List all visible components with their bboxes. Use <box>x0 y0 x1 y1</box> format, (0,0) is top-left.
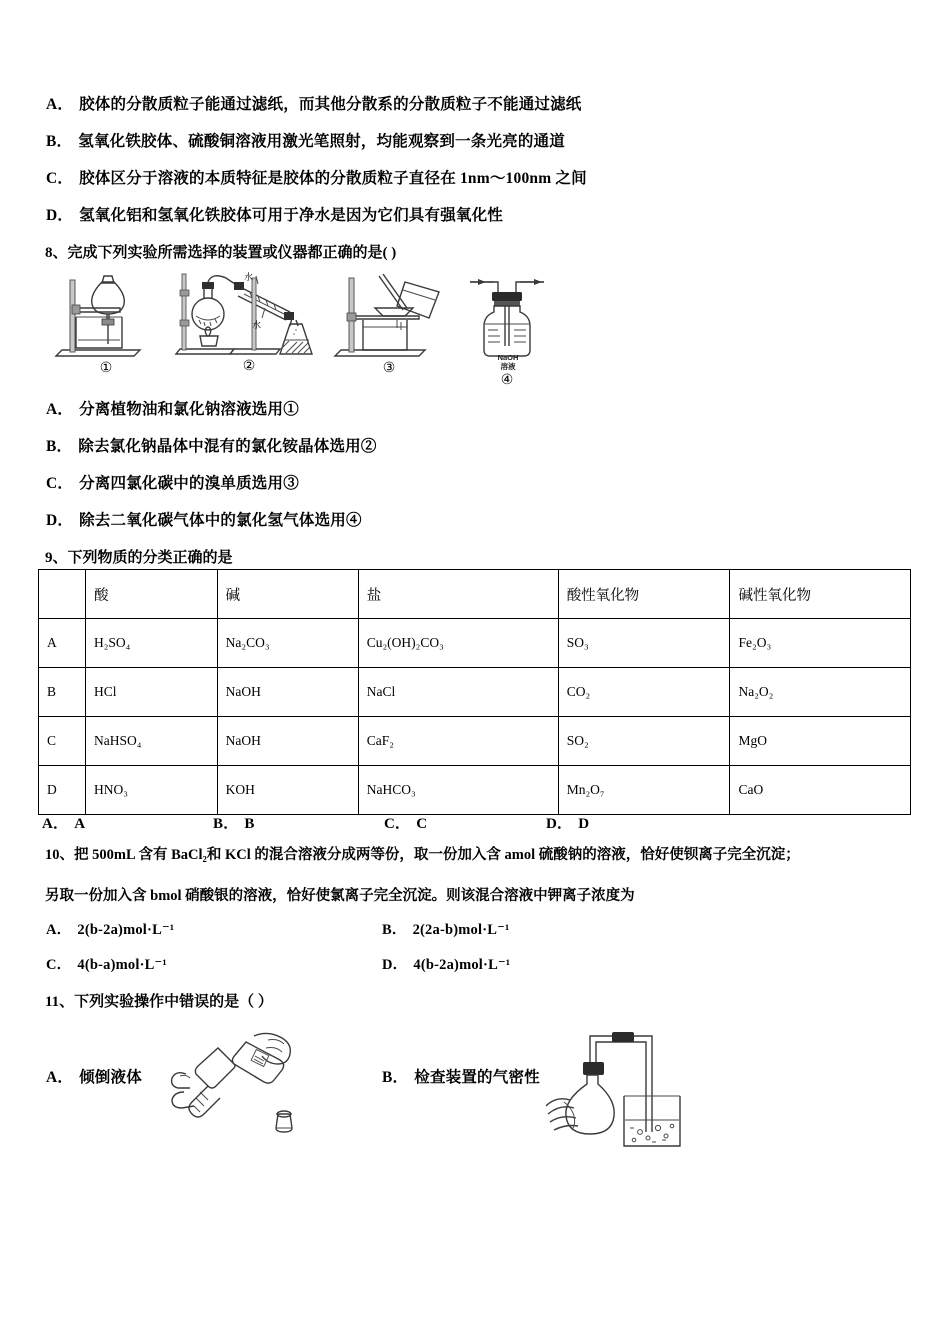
cell-basic-oxide: CaO <box>730 766 911 815</box>
cell-acid: HCl <box>85 668 217 717</box>
q9-option-a <box>42 814 85 834</box>
table-row <box>39 766 911 815</box>
q8-option-d <box>46 511 362 531</box>
q7-option-b-letter: B． <box>46 133 73 150</box>
q10-option-b-text: 2(2a-b)mol·L⁻¹ <box>412 922 510 938</box>
figure-distillation-setup <box>172 268 332 374</box>
figure4-reagent-label <box>482 354 534 371</box>
figure-label-3: ③ <box>382 361 396 376</box>
q7-option-a-text: 胶体的分散质粒子能通过滤纸，而其他分散系的分散质粒子不能通过滤纸 <box>79 96 582 113</box>
q9-option-b-letter: B． <box>213 816 239 832</box>
q10-stem-line2: 另取一份加入含 bmol 硝酸银的溶液，恰好使氯离子完全沉淀。则该混合溶液中钾离子浓度为 <box>45 888 635 904</box>
q8-option-c-letter: C． <box>46 475 74 492</box>
q8-option-a-letter: A． <box>46 401 74 418</box>
q7-option-a-letter: A． <box>46 96 74 113</box>
q10-option-a <box>46 920 174 940</box>
q7-option-c-text: 胶体区分于溶液的本质特征是胶体的分散质粒子直径在 1nm～100nm 之间 <box>79 170 587 187</box>
figure-evaporation-setup <box>327 272 449 376</box>
q10-option-b-letter: B． <box>382 922 407 938</box>
q10-option-b <box>382 920 510 940</box>
q9-option-a-letter: A． <box>42 816 69 832</box>
q10-option-d-text: 4(b-2a)mol·L⁻¹ <box>413 957 511 973</box>
q8-option-c-text: 分离四氯化碳中的溴单质选用③ <box>79 475 299 492</box>
q11-option-b-letter: B． <box>382 1069 409 1086</box>
table-header-row <box>39 570 911 619</box>
q7-option-b <box>46 132 565 152</box>
cell-salt: NaHCO₃ <box>358 766 558 815</box>
q8-option-d-text: 除去二氧化碳气体中的氯化氢气体选用④ <box>79 512 362 529</box>
q9-option-c-text: C <box>416 816 428 832</box>
q8-option-b-text: 除去氯化钠晶体中混有的氯化铵晶体选用② <box>78 438 377 455</box>
cell-salt: Cu₂(OH)₂CO₃ <box>358 619 558 668</box>
q9-option-c <box>384 814 427 834</box>
q10-option-a-text: 2(b-2a)mol·L⁻¹ <box>77 922 175 938</box>
cell-base: NaOH <box>217 717 358 766</box>
figure-separatory-funnel-setup <box>46 272 166 376</box>
table-header-basic-oxide: 碱性氧化物 <box>730 570 911 619</box>
cell-acidic-oxide: SO₃ <box>558 619 730 668</box>
table-header-acid: 酸 <box>85 570 217 619</box>
row-label: C <box>39 717 86 766</box>
table-row <box>39 619 911 668</box>
q8-stem: 8、完成下列实验所需选择的装置或仪器都正确的是( ) <box>45 245 397 261</box>
q10-option-c <box>46 955 167 975</box>
figure4-reagent-line1: NaOH <box>497 353 519 362</box>
q11-stem: 11、下列实验操作中错误的是（ ） <box>45 994 273 1010</box>
row-label: D <box>39 766 86 815</box>
q7-option-b-text: 氢氧化铁胶体、硫酸铜溶液用激光笔照射，均能观察到一条光亮的通道 <box>78 133 565 150</box>
figure2-water-label-top: 水 <box>244 272 254 282</box>
figure2-water-label-bottom: 水 <box>252 320 262 330</box>
q8-option-a <box>46 400 299 420</box>
cell-basic-oxide: Fe₂O₃ <box>730 619 911 668</box>
q11-option-b-text: 检查装置的气密性 <box>414 1069 540 1086</box>
table-row <box>39 717 911 766</box>
q7-option-d-text: 氢氧化铝和氢氧化铁胶体可用于净水是因为它们具有强氧化性 <box>79 207 503 224</box>
cell-acid: NaHSO₄ <box>85 717 217 766</box>
q9-option-d-text: D <box>578 816 590 832</box>
q9-option-d <box>546 814 589 834</box>
q7-option-d-letter: D． <box>46 207 74 224</box>
q11-option-a-text: 倾倒液体 <box>79 1069 142 1086</box>
q10-option-d <box>382 955 510 975</box>
q10-stem-line1: 10、把 500mL 含有 BaCl₂和 KCl 的混合溶液分成两等份，取一份加入含 amol 硫酸钠的溶液，恰好使钡离子完全沉淀； <box>45 847 800 863</box>
q10-option-a-letter: A． <box>46 922 72 938</box>
table-header-salt: 盐 <box>358 570 558 619</box>
q11-option-b <box>382 1068 540 1088</box>
q9-option-c-letter: C． <box>384 816 411 832</box>
q8-option-c <box>46 474 299 494</box>
cell-acidic-oxide: SO₂ <box>558 717 730 766</box>
classification-table <box>38 569 911 815</box>
figure-gas-washing-bottle <box>464 268 550 388</box>
q8-option-d-letter: D． <box>46 512 74 529</box>
cell-base: Na₂CO₃ <box>217 619 358 668</box>
cell-salt: NaCl <box>358 668 558 717</box>
cell-salt: CaF₂ <box>358 717 558 766</box>
figure-label-4: ④ <box>500 373 514 388</box>
q7-option-d <box>46 206 503 226</box>
table-header-blank <box>39 570 86 619</box>
table-header-base: 碱 <box>217 570 358 619</box>
q8-option-a-text: 分离植物油和氯化钠溶液选用① <box>79 401 299 418</box>
q10-option-c-text: 4(b-a)mol·L⁻¹ <box>77 957 167 973</box>
cell-acid: HNO₃ <box>85 766 217 815</box>
q10-option-c-letter: C． <box>46 957 72 973</box>
q7-option-c-letter: C． <box>46 170 74 187</box>
figure-pouring-liquid <box>150 1030 340 1145</box>
q7-option-c <box>46 169 587 189</box>
q9-option-b-text: B <box>244 816 255 832</box>
cell-acidic-oxide: Mn₂O₇ <box>558 766 730 815</box>
q11-option-a <box>46 1068 142 1088</box>
row-label: A <box>39 619 86 668</box>
q7-option-a <box>46 95 582 115</box>
cell-base: KOH <box>217 766 358 815</box>
q8-option-b <box>46 437 377 457</box>
figure4-reagent-line2: 溶液 <box>500 361 516 371</box>
row-label: B <box>39 668 86 717</box>
q11-option-a-letter: A． <box>46 1069 74 1086</box>
q9-option-a-text: A <box>74 816 86 832</box>
q9-option-b <box>213 814 255 834</box>
cell-basic-oxide: MgO <box>730 717 911 766</box>
q9-option-d-letter: D． <box>546 816 573 832</box>
figure-label-1: ① <box>99 361 113 376</box>
q8-option-b-letter: B． <box>46 438 73 455</box>
figure-airtightness-check <box>540 1022 710 1152</box>
cell-acid: H₂SO₄ <box>85 619 217 668</box>
cell-acidic-oxide: CO₂ <box>558 668 730 717</box>
q10-option-d-letter: D． <box>382 957 408 973</box>
figure-label-2: ② <box>242 359 256 374</box>
q9-stem: 9、下列物质的分类正确的是 <box>45 550 233 566</box>
table-row <box>39 668 911 717</box>
cell-base: NaOH <box>217 668 358 717</box>
cell-basic-oxide: Na₂O₂ <box>730 668 911 717</box>
table-header-acidic-oxide: 酸性氧化物 <box>558 570 730 619</box>
